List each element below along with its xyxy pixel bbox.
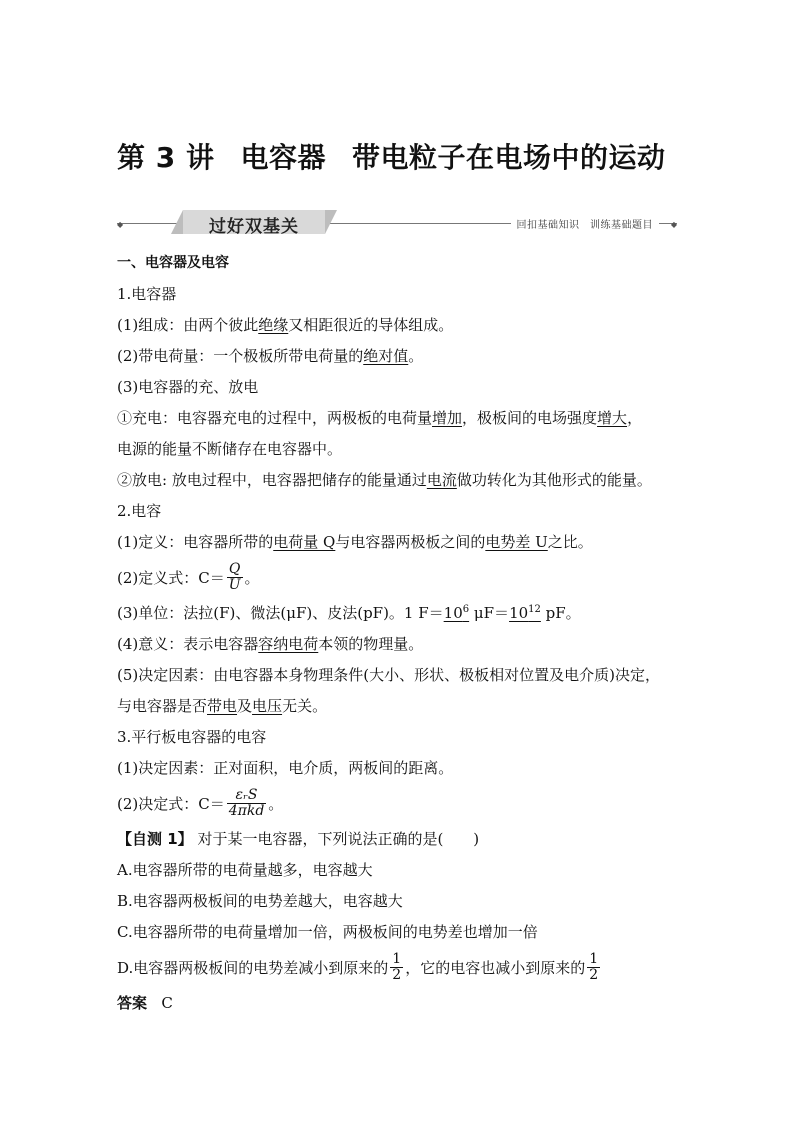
banner-subtitle: 回扣基础知识 训练基础题目 (511, 216, 660, 231)
capacitor-heading: 1.电容器 (117, 285, 177, 303)
charging-line-2: 电源的能量不断储存在电容器中。 (117, 440, 343, 458)
title-topic-2: 带电粒子在电场中的运动 (352, 141, 666, 174)
fraction-half-2: $\frac{1}{2}$ (589, 950, 599, 983)
quiz-answer (117, 988, 679, 1019)
charging-heading: (3)电容器的充、放电 (117, 378, 259, 396)
fraction-half-1: $\frac{1}{2}$ (392, 950, 402, 983)
capacitance-factors-1: (5)决定因素：由电容器本身物理条件(大小、形状、极板相对位置及电介质)决定， (117, 666, 660, 684)
fraction-q-over-u: $\frac{Q}{U}$ (228, 560, 241, 593)
capacitance-definition: (1)定义：电容器所带的电荷量 Q与电容器两极板之间的电势差 U之比。 (117, 533, 593, 551)
banner-dot-left: ◆ (117, 220, 124, 229)
quiz-option-a: A.电容器所带的电荷量越多，电容越大 (117, 861, 373, 879)
section-banner (117, 208, 677, 238)
answer-label: 答案 (117, 994, 148, 1012)
capacitance-formula: (2)定义式：C＝ $\frac{Q}{U}$ 。 (117, 560, 260, 593)
charging-line-1: ①充电：电容器充电的过程中，两极板的电荷量增加，极板间的电场强度增大， (117, 409, 643, 427)
capacitance-heading: 2.电容 (117, 502, 162, 520)
capacitor-charge: (2)带电荷量：一个极板所带电荷量的绝对值。 (117, 347, 424, 365)
banner-tag (183, 210, 325, 237)
section-heading: 一、电容器及电容 (117, 255, 229, 271)
answer-value: C (161, 994, 173, 1012)
banner-tag-label: 过好双基关 (209, 217, 299, 237)
banner-dot-right: ◆ (670, 220, 677, 229)
capacitance-unit: (3)单位：法拉(F)、微法(μF)、皮法(pF)。1 $F=10^6$ $\mu F=10^{12}$ pF。 (117, 604, 581, 622)
quiz-option-b: B.电容器两极板间的电势差越大，电容越大 (117, 892, 403, 910)
page-title (117, 136, 666, 176)
quiz-option-d: D.电容器两极板间的电势差减小到原来的 $\frac{1}{2}$ ，它的电容也减小到原来的 $\frac{1}{2}$ (117, 950, 599, 983)
fraction-parallel-plate: $\frac{\text{εᵣS}}{\text{4πkd}}$ (228, 786, 265, 819)
quiz-question: 【自测 1】 对于某一电容器，下列说法正确的是( ) (117, 830, 480, 848)
capacitor-composition: (1)组成：由两个彼此绝缘又相距很近的导体组成。 (117, 316, 454, 334)
title-topic-1: 电容器 (240, 141, 326, 174)
quiz-label: 【自测 1】 (117, 830, 193, 848)
parallel-formula: (2)决定式：C＝ $\frac{\text{εᵣS}}{\text{4πkd}}$ 。 (117, 786, 284, 819)
main-content (117, 248, 679, 1019)
title-lecture: 第 3 讲 (117, 141, 215, 174)
discharge-line: ②放电: 放电过程中，电容器把储存的能量通过电流做功转化为其他形式的能量。 (117, 471, 652, 489)
parallel-factors: (1)决定因素：正对面积，电介质，两板间的距离。 (117, 759, 454, 777)
parallel-heading: 3.平行板电容器的电容 (117, 728, 267, 746)
capacitance-meaning: (4)意义：表示电容器容纳电荷本领的物理量。 (117, 635, 424, 653)
capacitance-factors-2: 与电容器是否带电及电压无关。 (117, 697, 328, 715)
quiz-option-c: C.电容器所带的电荷量增加一倍，两极板间的电势差也增加一倍 (117, 923, 538, 941)
